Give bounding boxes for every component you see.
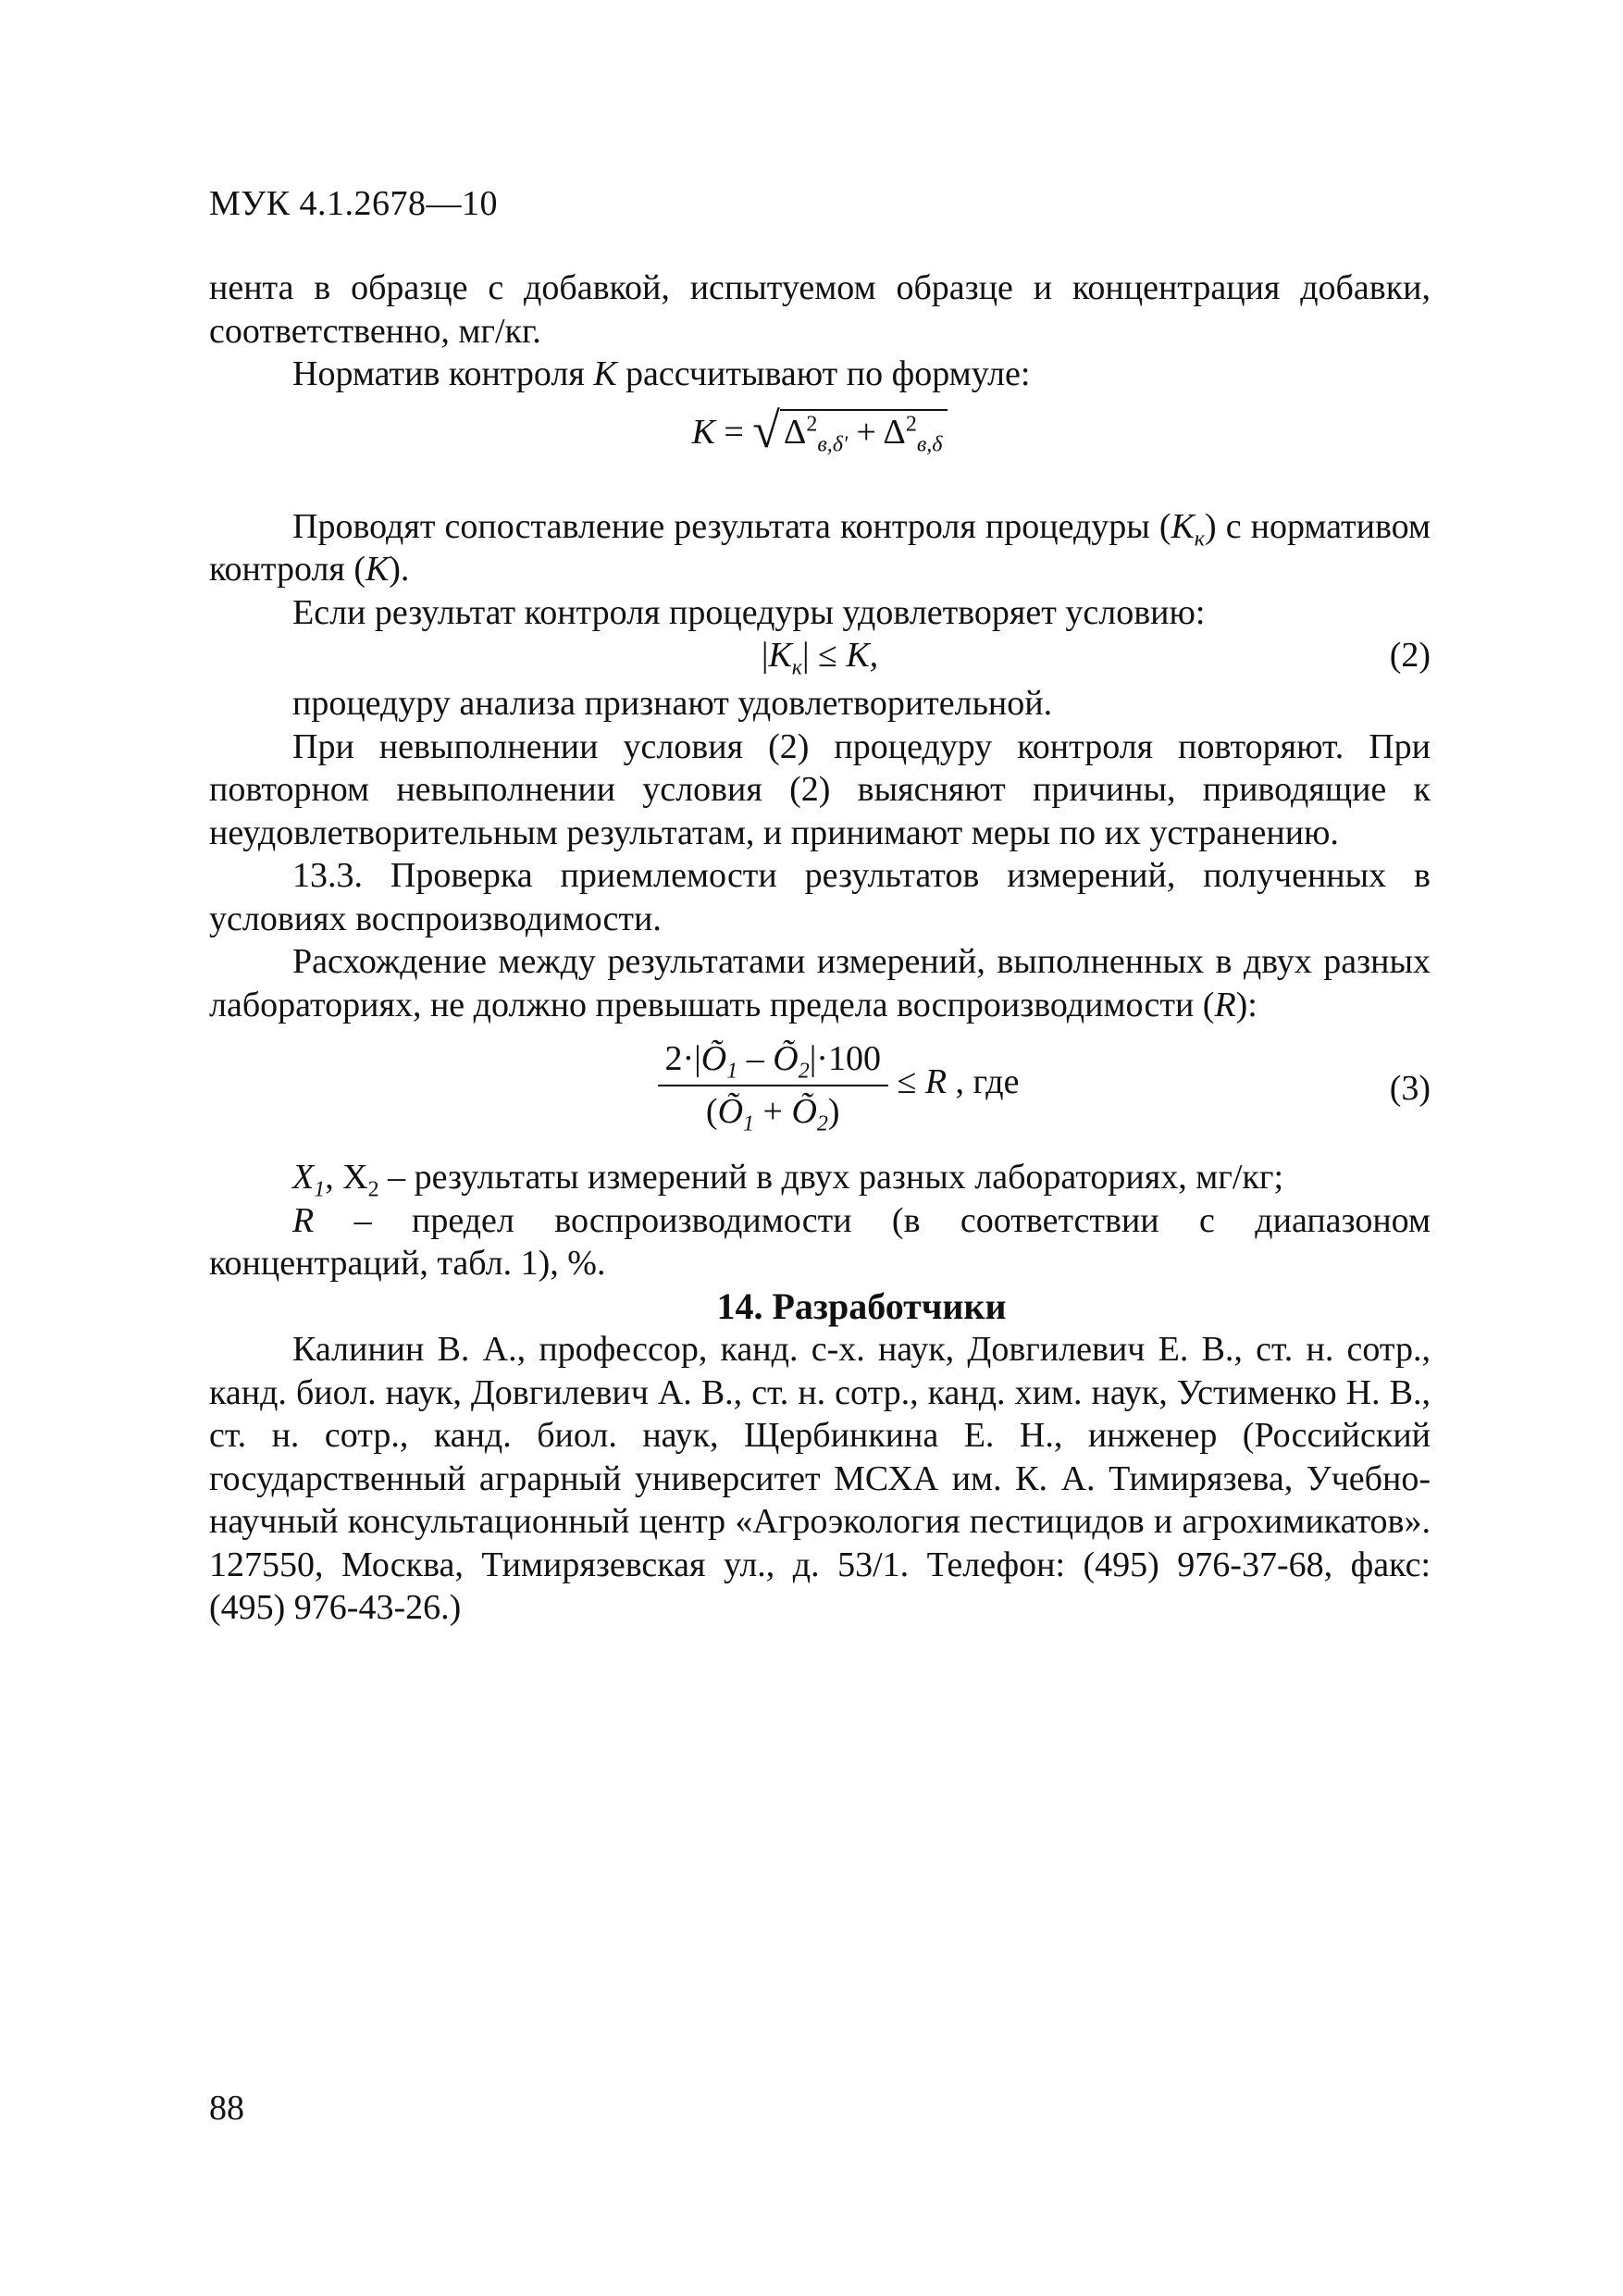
x2: Õ [773, 1039, 799, 1078]
relation: ≤ [809, 636, 847, 675]
symbol-x1-sub: 1 [314, 1177, 326, 1202]
paragraph-condition: Если результат контроля процедуры удовлетворяет условию: [292, 592, 1206, 632]
x2-sub: 2 [816, 1111, 828, 1136]
sqrt-icon: √ [752, 402, 780, 458]
paragraph-section-13-3: 13.3. Проверка приемлемости результатов измерений, полученных в условиях воспроизводимости. [209, 856, 1431, 938]
text: – предел воспроизводимости (в соответствии с диапазоном концентраций, табл. 1), %. [209, 1200, 1431, 1283]
document-header: МУК 4.1.2678—10 [209, 184, 499, 223]
abs-right: | [801, 636, 810, 675]
fraction [658, 1037, 888, 1136]
paragraph-x-definition [209, 1156, 1431, 1202]
symbol-x2-sub: 2 [367, 1177, 379, 1202]
plus: + [848, 412, 884, 452]
fraction-numerator [658, 1037, 888, 1086]
paragraph-comparison [209, 505, 1431, 591]
minus: – [737, 1039, 774, 1078]
num-a: 2·| [664, 1039, 701, 1078]
x1-sub: 1 [743, 1111, 755, 1136]
symbol-r: R [292, 1200, 315, 1240]
symbol-k: К [365, 550, 390, 589]
equation-number: (2) [1389, 636, 1431, 675]
plus: + [754, 1091, 792, 1131]
relation: ≤ [887, 1062, 925, 1102]
symbol-x1: X [292, 1158, 315, 1197]
paragraph-r-definition [209, 1199, 1431, 1285]
x2-sub: 2 [798, 1059, 810, 1084]
paragraph-control-norm [209, 353, 1431, 396]
power-2: 2 [905, 411, 917, 436]
formula-tail: , где [947, 1062, 1020, 1102]
symbol-kk-sub: к [1194, 527, 1205, 552]
page-number: 88 [209, 2089, 244, 2128]
paragraph-result: процедуру анализа признают удовлетворительной. [292, 684, 1053, 723]
formula-3 [209, 1026, 1431, 1156]
den-a: ( [705, 1091, 718, 1131]
abs-left: | [761, 636, 769, 675]
text: Норматив контроля [292, 354, 594, 393]
paragraph-developers: Калинин В. А., профессор, канд. с-х. наук, Довгилевич Е. В., ст. н. сотр., канд. биол. наук, Довгилевич А. В., ст. н. сотр., канд. хим. наук, Устименко Н. В., ст. н. сотр., канд. биол. наук, Щербинкина Е. Н., инженер (Российский государственный аграрный университет МСХА им. К. А. Тимирязева, Учебно-научный консультационный центр «Агроэкология пестицидов и агрохимикатов». 127550, Москва, Тимирязевская ул., д. 53/1. Телефон: (495) 976-37-68, факс: (495) 976-43-26.) [209, 1330, 1431, 1627]
power-1: 2 [806, 411, 818, 436]
text: ): [1235, 985, 1258, 1024]
index-1: в,δ' [817, 432, 849, 457]
formula-rhs: К, [846, 636, 879, 675]
index-2: в,δ [916, 432, 943, 457]
fraction-denominator [658, 1086, 888, 1134]
formula-2 [209, 634, 1431, 682]
text: Расхождение между результатами измерений, выполненных в двух разных лабораториях, не должно превышать предела воспроизводимости ( [209, 942, 1431, 1024]
symbol-kk: К [1171, 506, 1195, 546]
formula-r: R [924, 1062, 948, 1102]
symbol-k: К [593, 354, 617, 393]
x1: Õ [700, 1039, 727, 1078]
delta-1: Δ [783, 412, 807, 452]
text: Проводят сопоставление результата контроля процедуры ( [292, 506, 1171, 546]
sqrt-content [780, 409, 948, 457]
paragraph-repeat: При невыполнении условия (2) процедуру контроля повторяют. При повторном невыполнении условия (2) выясняют причины, приводящие к неудовлетворительным результатам, и принимают меры по их устранению. [209, 726, 1431, 852]
formula-kk: К [768, 636, 792, 675]
formula-lhs: К [691, 412, 715, 452]
formula-1 [209, 396, 1431, 481]
text: ). [389, 550, 410, 589]
symbol-r: R [1214, 985, 1236, 1024]
text: ) с нормативом контроля ( [209, 506, 1431, 589]
text: – результаты измерений в двух разных лабораториях, мг/кг; [378, 1158, 1284, 1197]
den-b: ) [827, 1091, 840, 1131]
section-heading: 14. Разработчики [716, 1285, 1007, 1327]
text: , X [325, 1158, 368, 1197]
num-b: |·100 [809, 1039, 881, 1078]
page-body [209, 267, 1431, 1630]
formula-eq: = [714, 412, 753, 452]
paragraph-discrepancy [209, 940, 1431, 1026]
x1: Õ [717, 1091, 744, 1131]
paragraph-continuation: нента в образце с добавкой, испытуемом образце и концентрация добавки, соответственно, мг/кг. [209, 268, 1431, 351]
x2: Õ [791, 1091, 817, 1131]
delta-2: Δ [883, 412, 906, 452]
formula-kk-sub: к [791, 655, 802, 680]
equation-number: (3) [1389, 1069, 1431, 1108]
x1-sub: 1 [726, 1059, 738, 1084]
text: рассчитывают по формуле: [616, 354, 1031, 393]
